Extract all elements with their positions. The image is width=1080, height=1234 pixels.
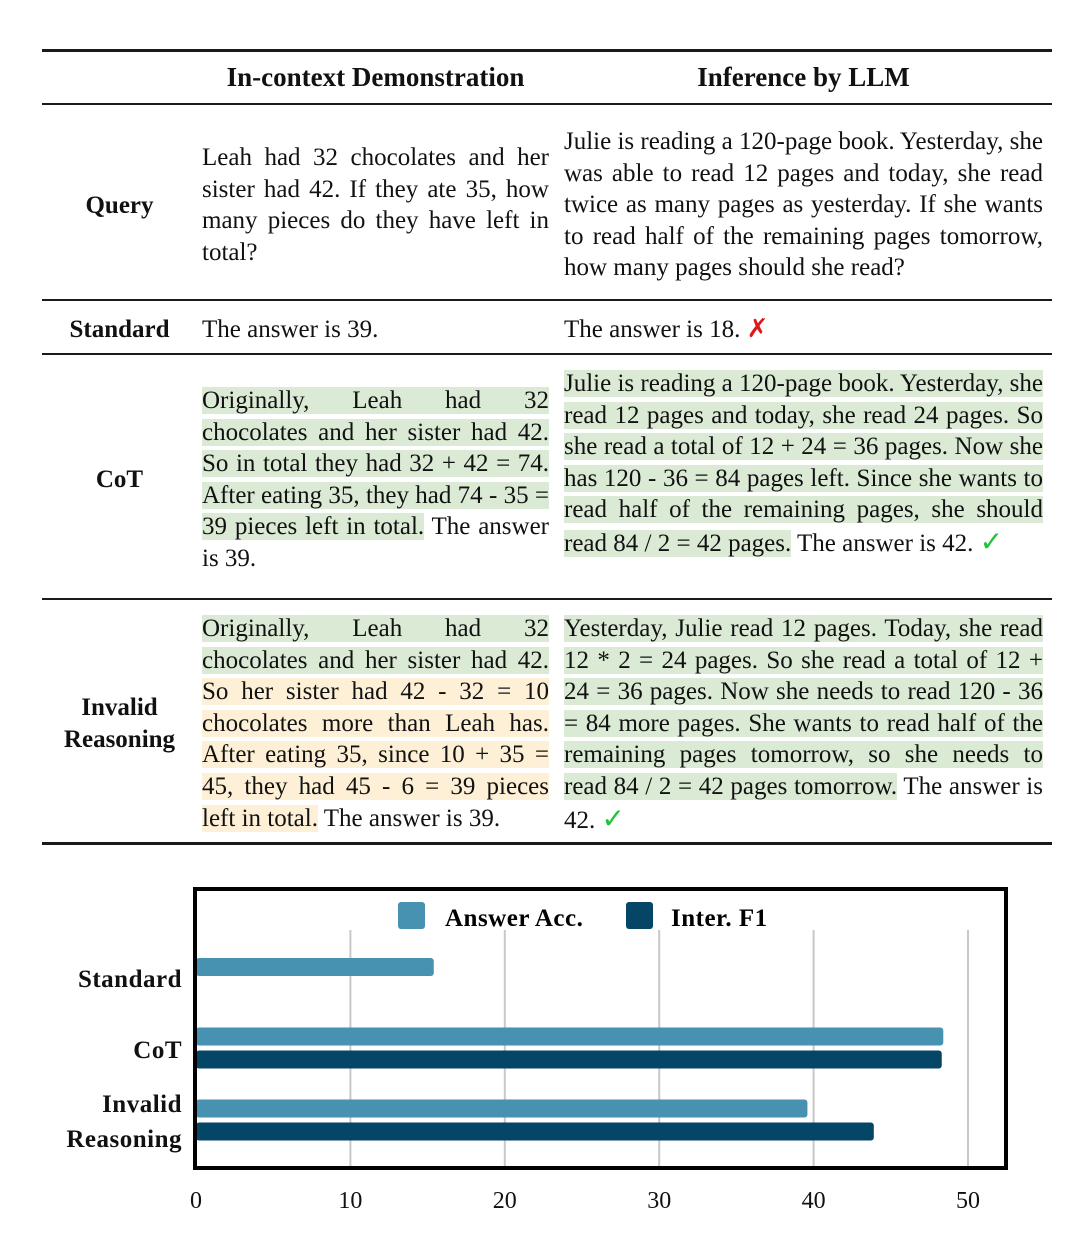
row-label-text: Invalid Reasoning	[63, 694, 176, 753]
row-rule-cot	[42, 598, 1052, 600]
segment-valid-reasoning: Originally, Leah had 32 chocolates and her sister had 42. So in total they had 32 + 42 = 74. After eating 35, they had 74 - 35 = 39 pieces left in total.	[202, 387, 549, 541]
bar-chart	[0, 860, 1080, 1234]
bar-answer-acc-invalid-reasoning	[196, 1100, 807, 1118]
row-rule-standard	[42, 353, 1052, 355]
category-label: Reasoning	[66, 1126, 182, 1153]
standard-demo-text	[202, 314, 549, 346]
table-bottom-rule	[42, 842, 1052, 845]
segment-answer: The answer is 42.	[791, 529, 974, 557]
category-label: Standard	[77, 966, 182, 993]
segment-valid-reasoning: Julie is reading a 120-page book. Yesterday, she read 12 pages and today, she read 24 pages. So she read a total of 12 + 24 = 36 pages. Now she has 120 - 36 = 84 pages left. Since she wants to read half of the remaining pages, she should read 84 / 2 = 42 pages.	[564, 370, 1043, 557]
query-inference-text	[564, 126, 1043, 284]
tick-label: 20	[492, 1188, 517, 1214]
tick-labels	[190, 1188, 980, 1214]
invalid-inference-text	[564, 613, 1043, 836]
legend	[398, 902, 768, 932]
tick-label: 0	[190, 1188, 202, 1214]
header-inference: Inference by LLM	[697, 62, 910, 92]
segment: The answer is 39.	[202, 316, 379, 343]
tick-label: 10	[338, 1188, 363, 1214]
segment: The answer is 18.	[564, 316, 741, 343]
bar-inter-f1-cot	[196, 1051, 942, 1069]
bar-answer-acc-cot	[196, 1028, 943, 1046]
row-label-invalid-reasoning	[42, 692, 197, 756]
segment-invalid-reasoning: So her sister had 42 - 32 = 10 chocolates more than Leah has. After eating 35, since 10 + 35 = 45, they had 45 - 6 = 39 pieces left in total.	[202, 678, 549, 832]
header-demo: In-context Demonstration	[226, 62, 525, 92]
segment-valid-reasoning: Originally, Leah had 32 chocolates and her sister had 42.	[202, 615, 549, 674]
cot-demo-text	[202, 385, 549, 575]
query-demo-text	[202, 142, 549, 268]
legend-swatch-answer-acc	[398, 902, 425, 929]
tick-label: 50	[956, 1188, 980, 1214]
check-mark-icon: ✓	[979, 524, 1004, 558]
cot-inference-text	[564, 368, 1043, 560]
segment: Leah had 32 chocolates and her sister had 42. If they ate 35, how many pieces do they have left in total?	[202, 144, 549, 266]
header-rule	[42, 103, 1052, 105]
invalid-demo-text	[202, 613, 549, 834]
bar-answer-acc-standard	[196, 958, 434, 976]
standard-inference-text	[564, 314, 1043, 346]
segment-answer: The answer is 39.	[317, 804, 501, 832]
check-mark-icon: ✓	[601, 801, 625, 835]
table-top-rule	[42, 49, 1052, 52]
category-labels	[66, 966, 182, 1153]
category-label: CoT	[133, 1037, 182, 1064]
cross-mark-icon: ✗	[746, 314, 769, 344]
row-label-cot: CoT	[95, 466, 144, 493]
legend-swatch-inter-f1	[626, 902, 653, 929]
legend-label-inter-f1: Inter. F1	[671, 905, 768, 932]
row-label-standard: Standard	[69, 316, 170, 343]
row-label-query: Query	[85, 192, 154, 219]
category-label: Invalid	[102, 1091, 182, 1118]
segment-answer: The answer is 42.	[564, 772, 1043, 834]
tick-label: 40	[801, 1188, 826, 1214]
tick-label: 30	[647, 1188, 672, 1214]
bars	[196, 958, 943, 1141]
segment-valid-reasoning: Yesterday, Julie read 12 pages. Today, she read 12 * 2 = 24 pages. So she read a total of 12 + 24 = 36 pages. Now she needs to read 120 - 36 = 84 more pages. She wants to read half of the remaining pages tomorrow, so she needs to read 84 / 2 = 42 pages tomorrow.	[564, 615, 1043, 800]
legend-label-answer-acc: Answer Acc.	[445, 905, 584, 932]
segment: Julie is reading a 120-page book. Yesterday, she was able to read 12 pages and today, she read twice as many pages as yesterday. If she wants to read half of the remaining pages tomorrow, how many pages should she read?	[564, 128, 1043, 282]
row-rule-query	[42, 299, 1052, 301]
segment-answer: The answer is 39.	[202, 513, 549, 572]
bar-inter-f1-invalid-reasoning	[196, 1123, 874, 1141]
